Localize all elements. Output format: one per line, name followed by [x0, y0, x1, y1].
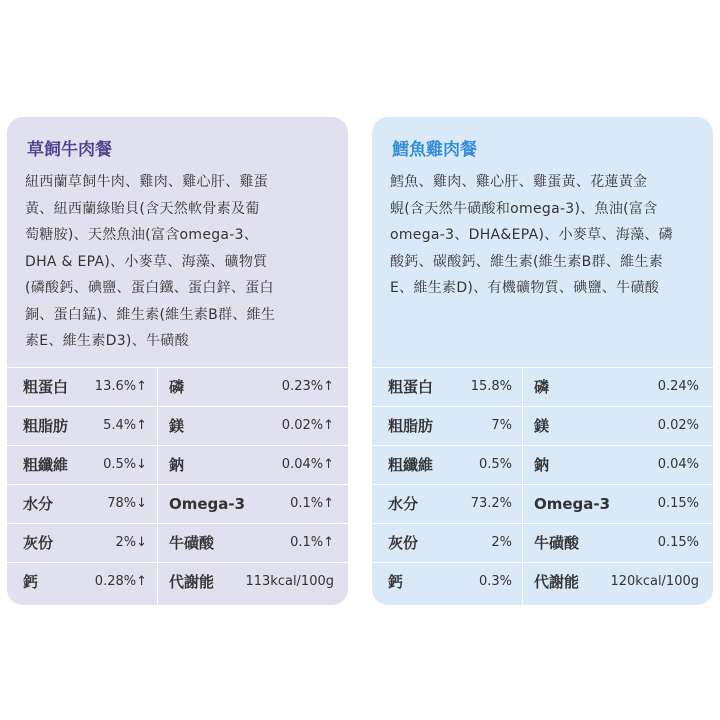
- nutrient-name: 粗纖維: [388, 456, 434, 474]
- ingredients-line: 紐西蘭草飼牛肉、雞肉、雞心肝、雞蛋: [25, 174, 269, 190]
- nutrient-name: 磷: [534, 378, 550, 396]
- nutrient-value: 0.24%: [657, 379, 699, 394]
- nutrient-name: 水分: [388, 495, 419, 513]
- nutrient-value: 0.5%↓: [103, 457, 147, 472]
- nutrient-name: 代謝能: [534, 573, 580, 591]
- nutrient-row: [7, 406, 348, 445]
- ingredients-line: 素E、維生素D3)、牛磺酸: [25, 333, 189, 349]
- nutrient-row: [7, 523, 348, 562]
- ingredients-text: [390, 169, 701, 302]
- ingredients-text: [25, 169, 336, 355]
- nutrient-value: 0.15%: [657, 496, 699, 511]
- card-title: 草飼牛肉餐: [27, 140, 112, 160]
- nutrient-value: 0.5%: [478, 457, 512, 472]
- nutrient-value: 73.2%: [470, 496, 512, 511]
- nutrient-name: 鈣: [23, 573, 39, 591]
- nutrient-value: 13.6%↑: [94, 379, 147, 394]
- nutrient-name: Omega-3: [534, 495, 611, 513]
- ingredients-line: (磷酸鈣、碘鹽、蛋白鐵、蛋白鋅、蛋白: [25, 280, 274, 296]
- nutrient-value: 0.1%↑: [290, 535, 334, 550]
- nutrient-name: Omega-3: [169, 495, 246, 513]
- nutrient-name: 鈉: [534, 456, 550, 474]
- nutrient-row: [372, 367, 713, 406]
- nutrient-name: 水分: [23, 495, 54, 513]
- nutrient-name: 灰份: [388, 534, 419, 552]
- ingredients-line: 銅、蛋白錳)、維生素(維生素B群、維生: [25, 306, 276, 323]
- nutrient-name: 粗脂肪: [23, 417, 69, 435]
- ingredients-line: 鱈魚、雞肉、雞心肝、雞蛋黃、花蓮黃金: [390, 174, 648, 190]
- nutrient-row: [7, 484, 348, 523]
- nutrient-table: [372, 367, 713, 605]
- nutrient-row: [372, 484, 713, 523]
- ingredients-line: omega-3、DHA&EPA)、小麥草、海藻、磷: [390, 227, 673, 243]
- nutrient-value: 0.04%↑: [281, 457, 334, 472]
- nutrient-value: 113kcal/100g: [245, 574, 334, 589]
- nutrient-name: 鎂: [169, 417, 185, 435]
- nutrient-table: [7, 367, 348, 605]
- nutrient-value: 120kcal/100g: [610, 574, 699, 589]
- nutrient-name: 代謝能: [169, 573, 215, 591]
- nutrient-name: 牛磺酸: [169, 534, 215, 552]
- card-title: 鱈魚雞肉餐: [392, 140, 477, 160]
- nutrient-value: 0.02%↑: [281, 418, 334, 433]
- nutrient-name: 牛磺酸: [534, 534, 580, 552]
- ingredients-line: 萄糖胺)、天然魚油(富含omega-3、: [25, 227, 259, 243]
- nutrient-value: 0.28%↑: [94, 574, 147, 589]
- nutrient-value: 0.02%: [657, 418, 699, 433]
- nutrient-name: 粗蛋白: [23, 378, 69, 396]
- nutrient-value: 78%↓: [107, 496, 147, 511]
- ingredients-line: E、維生素D)、有機礦物質、碘鹽、牛磺酸: [390, 280, 660, 296]
- nutrient-row: [372, 562, 713, 601]
- nutrient-name: 鎂: [534, 417, 550, 435]
- nutrient-value: 2%↓: [115, 535, 147, 550]
- nutrient-name: 粗脂肪: [388, 417, 434, 435]
- nutrient-value: 0.04%: [657, 457, 699, 472]
- nutrient-name: 磷: [169, 378, 185, 396]
- nutrient-name: 鈉: [169, 456, 185, 474]
- nutrient-value: 5.4%↑: [103, 418, 147, 433]
- nutrient-value: 0.1%↑: [290, 496, 334, 511]
- nutrient-value: 15.8%: [470, 379, 512, 394]
- nutrient-value: 7%: [491, 418, 512, 433]
- ingredients-line: DHA & EPA)、小麥草、海藻、礦物質: [25, 253, 268, 270]
- cod-product-card: [372, 117, 713, 605]
- ingredients-line: 蜆(含天然牛磺酸和omega-3)、魚油(富含: [390, 200, 658, 217]
- nutrient-row: [372, 445, 713, 484]
- nutrient-row: [7, 562, 348, 601]
- nutrient-name: 灰份: [23, 534, 54, 552]
- nutrient-name: 粗纖維: [23, 456, 69, 474]
- ingredients-line: 酸鈣、碳酸鈣、維生素(維生素B群、維生素: [390, 253, 664, 270]
- nutrient-value: 0.3%: [478, 574, 512, 589]
- nutrient-value: 0.15%: [657, 535, 699, 550]
- nutrient-row: [372, 406, 713, 445]
- ingredients-line: 黃、紐西蘭綠貽貝(含天然軟骨素及葡: [25, 200, 260, 217]
- nutrient-name: 粗蛋白: [388, 378, 434, 396]
- nutrient-value: 0.23%↑: [281, 379, 334, 394]
- nutrient-name: 鈣: [388, 573, 404, 591]
- beef-product-card: [7, 117, 348, 605]
- nutrient-value: 2%: [491, 535, 512, 550]
- nutrient-row: [372, 523, 713, 562]
- nutrient-row: [7, 445, 348, 484]
- nutrient-row: [7, 367, 348, 406]
